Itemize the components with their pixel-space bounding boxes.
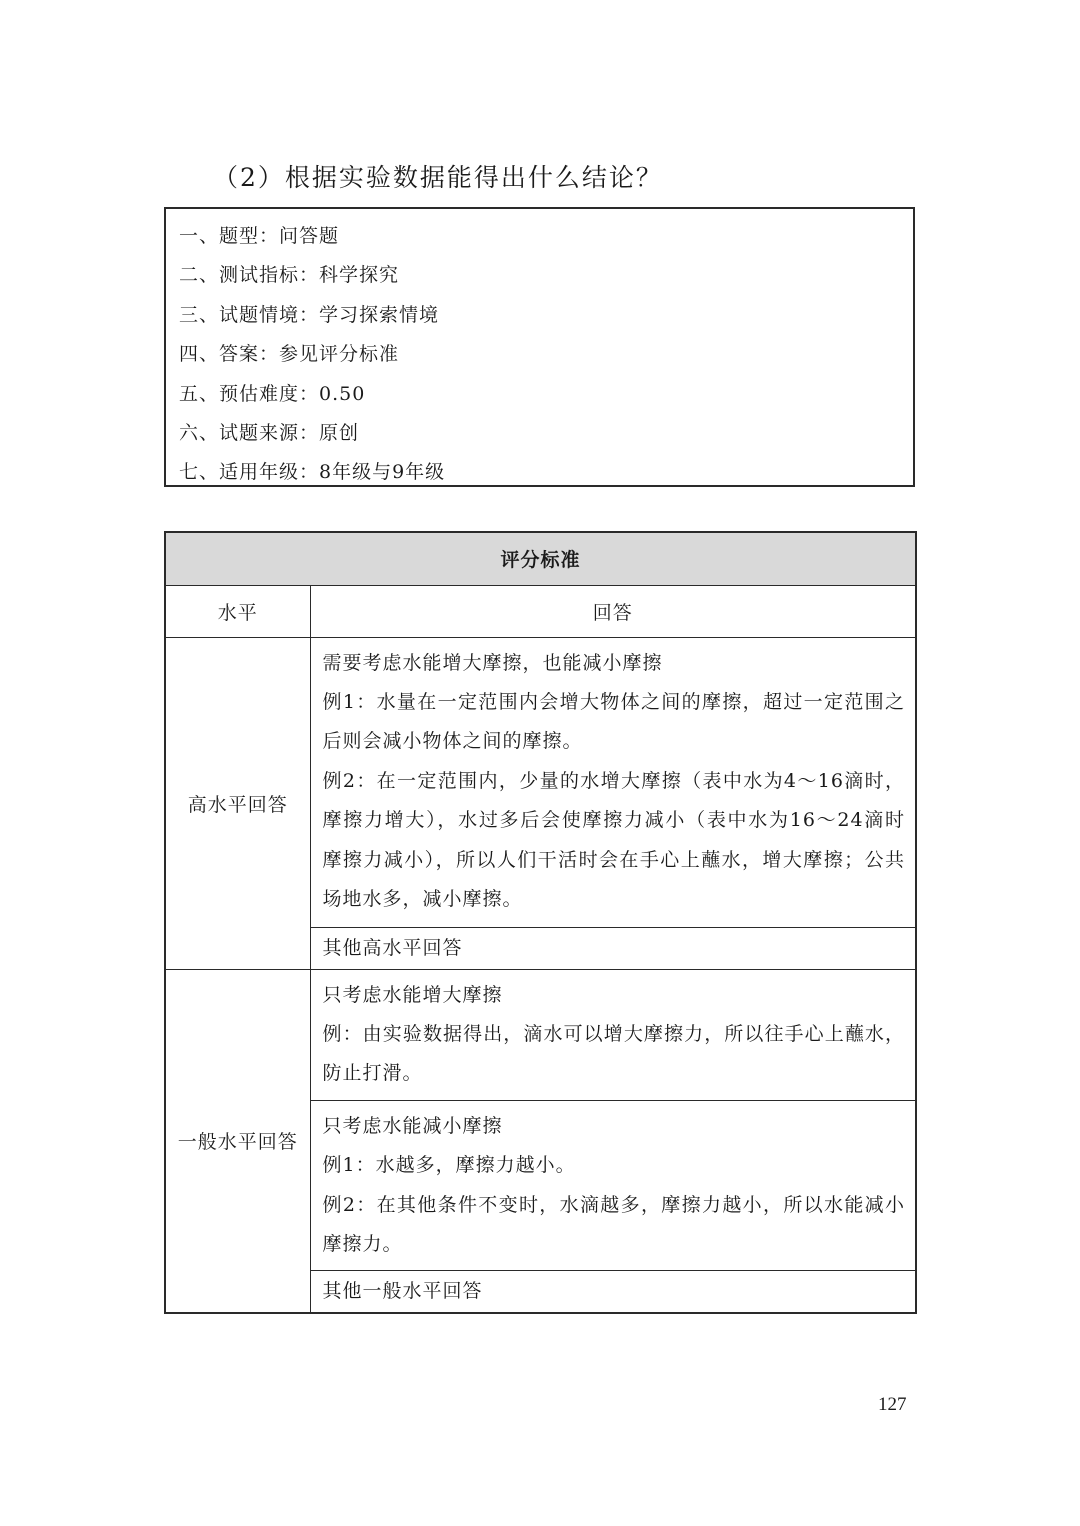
info-source: 六、试题来源：原创 <box>179 421 360 444</box>
question-title: （2）根据实验数据能得出什么结论？ <box>213 163 663 192</box>
high-answer-cell <box>310 637 916 927</box>
general-decrease-cell <box>310 1100 916 1271</box>
general-increase-criterion: 只考虑水能增大摩擦 <box>322 983 503 1006</box>
page-number: 127 <box>878 1394 907 1415</box>
info-answer: 四、答案：参见评分标准 <box>179 343 400 366</box>
table-row <box>165 585 916 637</box>
scoring-table <box>164 531 917 1314</box>
column-header-level: 水平 <box>165 585 310 637</box>
level-general: 一般水平回答 <box>165 969 310 1313</box>
info-question-type: 一、题型：问答题 <box>179 225 340 247</box>
general-decrease-example-1: 例1：水越多，摩擦力越小。 <box>322 1154 576 1177</box>
table-row <box>165 532 916 585</box>
high-example-2: 例2：在一定范围内，少量的水增大摩擦（表中水为4～16滴时，摩擦力增大），水过多后会使摩擦力减小（表中水为16～24滴时摩擦力减小），所以人们干活时会在手心上蘸水，增大摩擦；公共场地水多，减小摩擦。 <box>322 769 906 910</box>
general-other: 其他一般水平回答 <box>310 1271 916 1314</box>
info-difficulty: 五、预估难度：0.50 <box>179 382 366 405</box>
column-header-answer: 回答 <box>310 585 916 637</box>
general-decrease-example-2: 例2：在其他条件不变时，水滴越多，摩擦力越小，所以水能减小摩擦力。 <box>322 1193 906 1255</box>
high-other: 其他高水平回答 <box>310 927 916 969</box>
level-high: 高水平回答 <box>165 637 310 969</box>
info-grade: 七、适用年级：8年级与9年级 <box>179 461 446 484</box>
info-context: 三、试题情境：学习探索情境 <box>179 303 440 326</box>
general-increase-example: 例：由实验数据得出，滴水可以增大摩擦力，所以往手心上蘸水，防止打滑。 <box>322 1022 906 1085</box>
general-decrease-criterion: 只考虑水能减小摩擦 <box>322 1114 503 1137</box>
item-info-box <box>164 207 915 487</box>
high-example-1: 例1：水量在一定范围内会增大物体之间的摩擦，超过一定范围之后则会减小物体之间的摩擦。 <box>322 690 906 753</box>
table-row <box>165 969 916 1100</box>
scoring-title: 评分标准 <box>165 532 916 585</box>
info-test-indicator: 二、测试指标：科学探究 <box>179 264 400 287</box>
general-increase-cell <box>310 969 916 1100</box>
table-row <box>165 637 916 927</box>
high-criterion: 需要考虑水能增大摩擦，也能减小摩擦 <box>322 651 663 674</box>
